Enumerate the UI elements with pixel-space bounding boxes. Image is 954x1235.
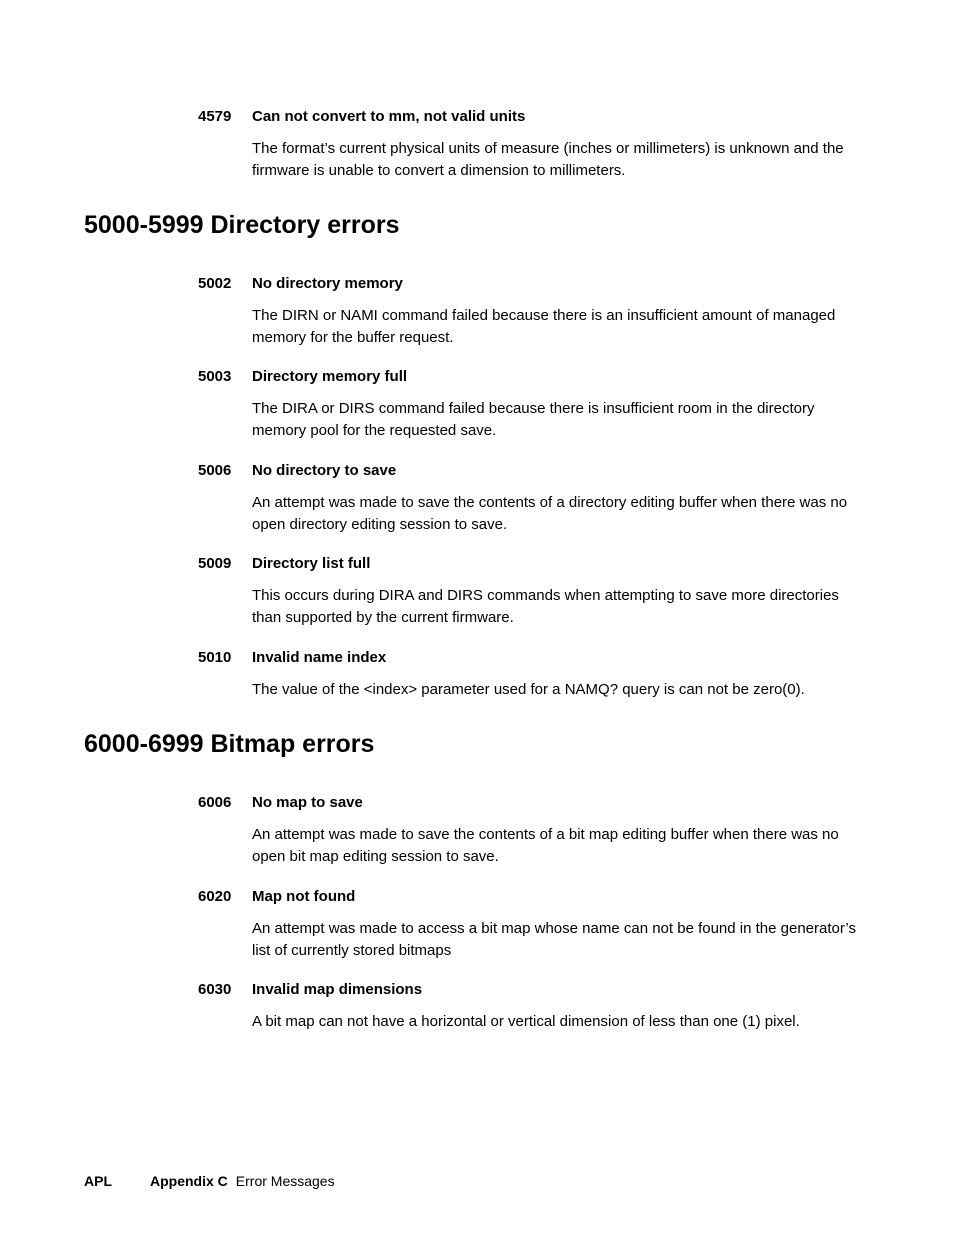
error-description: An attempt was made to access a bit map whose name can not be found in the generator’s list of currently stored bitmaps [252,920,856,959]
error-description: A bit map can not have a horizontal or vertical dimension of less than one (1) pixel. [252,1013,800,1030]
error-title: No directory memory [252,275,403,292]
error-description: This occurs during DIRA and DIRS commands when attempting to save more directories than supported by the current firmware. [252,587,839,626]
error-code: 6020 [198,888,232,905]
entry-header [198,368,878,386]
entry-header [198,649,878,667]
error-code: 5009 [198,555,232,572]
error-entry-5002 [198,275,878,349]
entry-header [198,888,878,906]
entry-header [198,275,878,293]
error-entry-6030 [198,981,878,1033]
error-code: 6030 [198,981,232,998]
error-entry-6020 [198,888,878,962]
error-code: 5010 [198,649,232,666]
error-description: An attempt was made to save the contents of a directory editing buffer when there was no open directory editing session to save. [252,494,848,533]
error-title: Can not convert to mm, not valid units [252,108,526,125]
error-title: No directory to save [252,462,397,479]
footer-appendix-label: Appendix C [150,1173,228,1189]
error-title: Invalid name index [252,649,387,666]
error-entry-5003 [198,368,878,442]
error-entry-6006 [198,794,878,868]
error-entry-4579 [198,108,878,182]
error-description: The format’s current physical units of measure (inches or millimeters) is unknown and the firmware is unable to convert a dimension to millimeters. [252,140,844,179]
error-title: Map not found [252,888,356,905]
footer-chapter-title: Error Messages [235,1173,335,1189]
error-title: Invalid map dimensions [252,981,423,998]
error-code: 5002 [198,275,232,292]
entry-header [198,555,878,573]
error-code: 5006 [198,462,232,479]
error-entry-5010 [198,649,878,701]
error-entry-5009 [198,555,878,629]
error-code: 5003 [198,368,232,385]
entry-header [198,794,878,812]
error-title: Directory memory full [252,368,408,385]
entry-header [198,108,878,126]
entry-header [198,462,878,480]
error-entry-5006 [198,462,878,536]
error-title: Directory list full [252,555,371,572]
error-title: No map to save [252,794,363,811]
error-description: An attempt was made to save the contents of a bit map editing buffer when there was no open bit map editing session to save. [252,826,839,865]
error-description: The value of the <index> parameter used for a NAMQ? query is can not be zero(0). [252,681,805,698]
entry-header [198,981,878,999]
section-heading-bitmap-errors: 6000-6999 Bitmap errors [84,730,375,758]
footer-product-label: APL [84,1173,112,1189]
error-description: The DIRN or NAMI command failed because there is an insufficient amount of managed memory for the buffer request. [252,307,836,346]
error-code: 4579 [198,108,232,125]
page-footer [84,1172,335,1190]
section-heading-directory-errors: 5000-5999 Directory errors [84,211,400,239]
error-description: The DIRA or DIRS command failed because there is insufficient room in the directory memory pool for the requested save. [252,400,815,439]
error-code: 6006 [198,794,232,811]
